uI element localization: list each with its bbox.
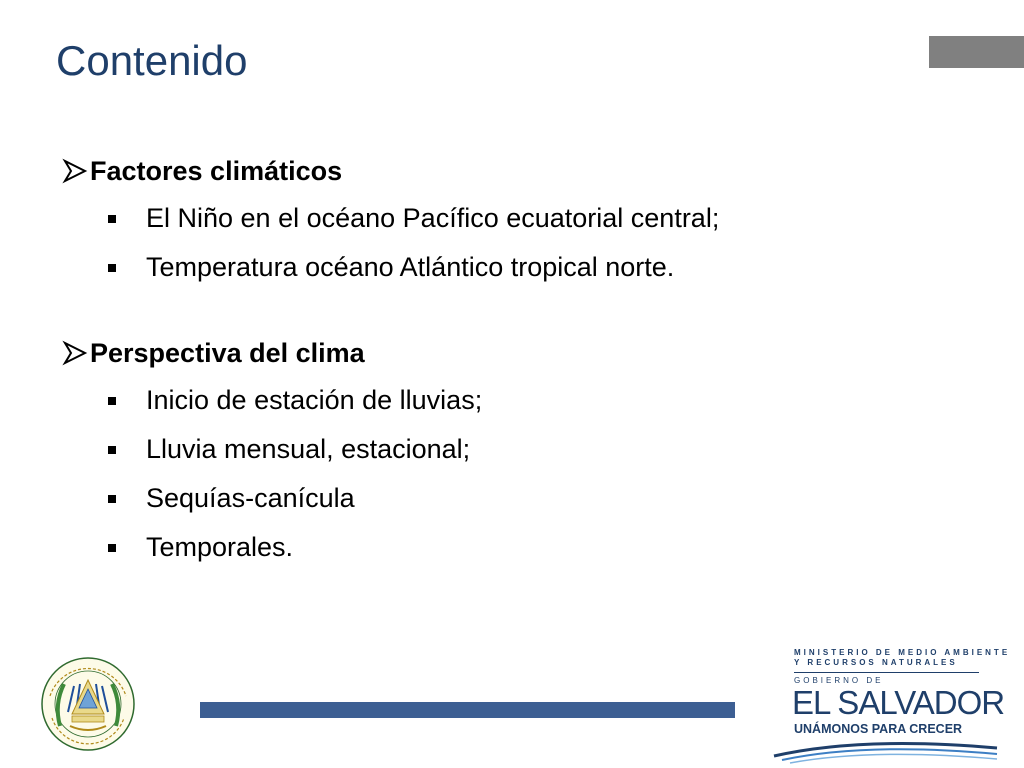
section-heading-label: Factores climáticos xyxy=(90,155,343,186)
ministry-line-2: Y RECURSOS NATURALES xyxy=(794,658,958,667)
list-item-text: Temperatura océano Atlántico tropical norte. xyxy=(146,252,675,282)
list-item-text: Lluvia mensual, estacional; xyxy=(146,434,471,464)
slide-content xyxy=(62,148,942,572)
government-slogan: UNÁMONOS PARA CRECER xyxy=(794,722,963,736)
government-logo xyxy=(772,648,1011,766)
section-heading xyxy=(62,330,942,376)
list-item xyxy=(62,194,942,243)
section-heading xyxy=(62,148,942,194)
section-perspectiva xyxy=(62,330,942,572)
square-bullet-icon xyxy=(108,544,116,552)
list-item-text: Sequías-canícula xyxy=(146,483,355,513)
corner-tab xyxy=(929,36,1024,68)
list-item-text: Temporales. xyxy=(146,532,294,562)
logo-divider xyxy=(794,672,979,673)
list-item xyxy=(62,425,942,474)
list-item xyxy=(62,376,942,425)
bullet-list xyxy=(62,194,942,292)
list-item-text: Inicio de estación de lluvias; xyxy=(146,385,483,415)
country-name: EL SALVADOR xyxy=(792,684,1005,721)
list-item xyxy=(62,474,942,523)
square-bullet-icon xyxy=(108,264,116,272)
swoosh-icon xyxy=(772,734,1004,764)
square-bullet-icon xyxy=(108,495,116,503)
arrow-bullet-icon xyxy=(62,340,88,366)
ministry-name xyxy=(794,648,1010,668)
section-heading-label: Perspectiva del clima xyxy=(90,337,365,368)
list-item xyxy=(62,523,942,572)
gobierno-label: GOBIERNO DE xyxy=(794,676,884,685)
footer-bar xyxy=(200,702,735,718)
ministry-line-1: MINISTERIO DE MEDIO AMBIENTE xyxy=(794,648,1011,657)
arrow-bullet-icon xyxy=(62,158,88,184)
square-bullet-icon xyxy=(108,215,116,223)
bullet-list xyxy=(62,376,942,572)
coat-of-arms-icon xyxy=(40,656,136,752)
slide-title: Contenido xyxy=(56,37,248,84)
square-bullet-icon xyxy=(108,397,116,405)
list-item xyxy=(62,243,942,292)
square-bullet-icon xyxy=(108,446,116,454)
section-factores xyxy=(62,148,942,292)
list-item-text: El Niño en el océano Pacífico ecuatorial central; xyxy=(146,203,720,233)
